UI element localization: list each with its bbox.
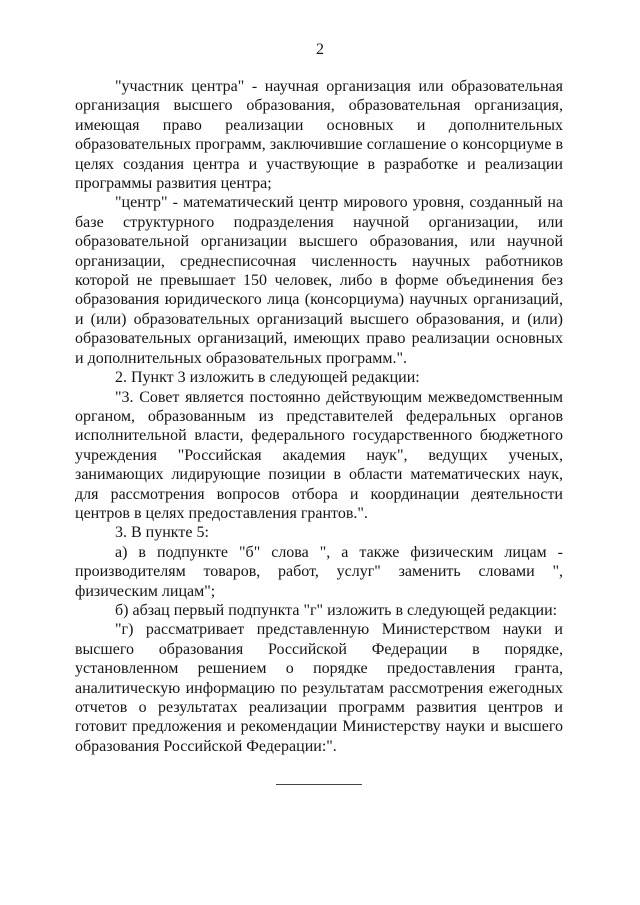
end-divider bbox=[276, 784, 362, 785]
paragraph-subitem-g-text: "г) рассматривает представленную Министерством науки и высшего образования Российской Федерации в порядке, установленном решением о порядке предоставления гранта, аналитическую информацию по результатам рассмотрения ежегодных отчетов о результатах реализации программ развития центров и готовит предложения и рекомендации Министерству науки и высшего образования Российской Федерации:". bbox=[75, 621, 563, 755]
paragraph-council-definition: "3. Совет является постоянно действующим межведомственным органом, образованным из представителей федеральных органов исполнительной власти, федерального государственного бюджетного учреждения "Российская академия наук", ведущих ученых, занимающих лидирующие позиции в области математических наук, для рассмотрения вопросов отбора и координации деятельности центров в целях предоставления грантов.". bbox=[75, 388, 563, 522]
paragraph-item-3-heading: 3. В пункте 5: bbox=[115, 524, 209, 542]
paragraph-participant-definition: "участник центра" - научная организация или образовательная организация высшего образования, образовательная организация, имеющая право реализации основных и дополнительных образовательных программ, заключившие соглашение о консорциуме в целях создания центра и участвующие в разработке и реализации программы развития центра; bbox=[75, 78, 563, 193]
paragraph-subitem-a: а) в подпункте "б" слова ", а также физическим лицам - производителям товаров, работ, услуг" заменить словами ", физическим лицам"; bbox=[75, 543, 563, 600]
document-body bbox=[75, 77, 563, 756]
paragraph-subitem-b: б) абзац первый подпункта "г" изложить в следующей редакции: bbox=[115, 601, 558, 619]
page-number: 2 bbox=[316, 41, 324, 58]
paragraph-item-2-heading: 2. Пункт 3 изложить в следующей редакции: bbox=[115, 369, 420, 387]
paragraph-center-definition: "центр" - математический центр мирового уровня, созданный на базе структурного подразделения научной организации, или образовательной организации высшего образования, или научной организации, среднесписочная численность научных работников которой не превышает 150 человек, либо в форме объединения без образования юридического лица (консорциума) научных организаций, и (или) образовательных организаций высшего образования, и (или) образовательных организаций, имеющих право реализации основных и дополнительных образовательных программ.". bbox=[75, 194, 563, 367]
